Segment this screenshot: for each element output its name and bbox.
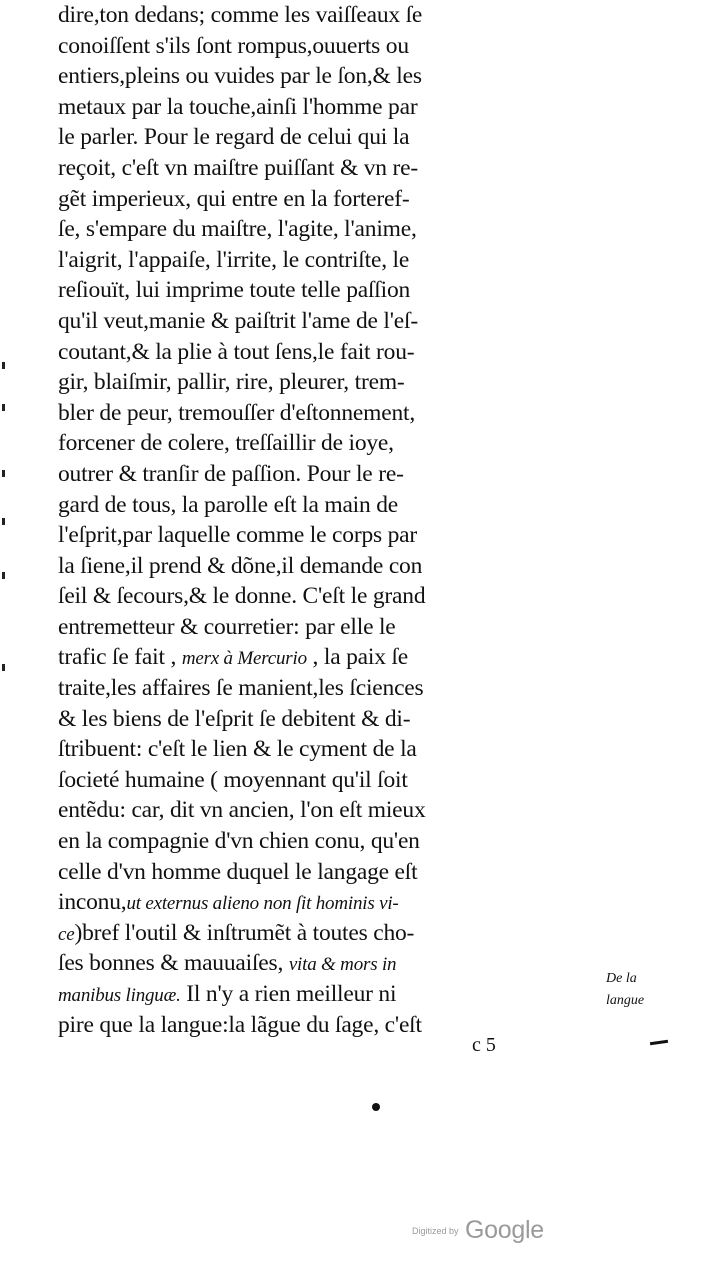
edge-mark — [2, 572, 5, 579]
text-line: dire,ton dedans; comme les vaiſſeaux ſe — [58, 2, 423, 28]
edge-mark — [2, 664, 5, 671]
latin-phrase: ut externus alieno non ſit hominis vi- — [126, 893, 399, 915]
google-logo: Google — [464, 1216, 544, 1244]
text-line: ſeil & ſecours,& le donne. C'eſt le grand — [58, 583, 426, 610]
text-line — [58, 948, 598, 979]
margin-note-line: De la — [606, 971, 637, 986]
text-line: gẽt imperieux, qui entre en la forteref- — [58, 185, 410, 212]
ink-dot — [372, 1103, 380, 1111]
text-fragment: trafic ſe fait , — [58, 644, 182, 671]
latin-phrase: manibus linguæ. — [58, 985, 181, 1006]
text-line: entiers,pleins ou vuides par le ſon,& les — [58, 63, 422, 90]
margin-note — [606, 968, 676, 1012]
text-fragment: ſes bonnes & mauuaiſes, — [58, 950, 289, 977]
watermark-prefix: Digitized by — [412, 1225, 459, 1236]
left-page-edge — [0, 0, 10, 1280]
edge-mark — [2, 470, 5, 477]
text-line: l'aigrit, l'appaiſe, l'irrite, le contriſte, le — [58, 246, 410, 273]
text-line — [58, 918, 598, 949]
text-line: reçoit, c'eſt vn maiſtre puiſſant & vn re- — [58, 154, 418, 181]
text-fragment: inconu, — [58, 889, 127, 916]
text-line: outrer & tranſir de paſſion. Pour le re- — [58, 460, 404, 487]
text-line: en la compagnie d'vn chien conu, qu'en — [58, 828, 420, 855]
latin-phrase: merx à Mercurio — [181, 648, 307, 670]
text-line: la ſiene,il prend & dõne,il demande con — [58, 552, 423, 579]
text-line: forcener de colere, treſſaillir de ioye, — [58, 430, 394, 457]
text-line: entẽdu: car, dit vn ancien, l'on eſt mieux — [58, 797, 426, 824]
text-fragment: , la paix ſe — [306, 644, 409, 671]
text-line: l'eſprit,par laquelle comme le corps par — [58, 522, 418, 549]
text-line: gard de tous, la parolle eſt la main de — [58, 491, 399, 518]
edge-mark — [2, 518, 5, 525]
body-text — [58, 0, 598, 1040]
signature-mark: c 5 — [472, 1034, 496, 1056]
text-line: entremetteur & courretier: par elle le — [58, 613, 396, 640]
margin-note-line: langue — [606, 993, 645, 1008]
text-line: traite,les affaires ſe manient,les ſciences — [58, 675, 424, 702]
text-line — [58, 979, 598, 1010]
ink-mark — [650, 1040, 668, 1045]
text-line: ſtribuent: c'eſt le lien & le cyment de la — [58, 736, 417, 763]
text-line: qu'il veut,manie & paiſtrit l'ame de l'eſ- — [58, 307, 418, 334]
latin-phrase: vita & mors in — [288, 954, 397, 976]
text-line: pire que la langue:la lãgue du ſage, c'eſt — [58, 1011, 422, 1038]
latin-phrase: ce — [58, 923, 75, 945]
google-watermark — [412, 1216, 544, 1245]
text-line: bler de peur, tremouſſer d'eſtonnement, — [58, 399, 416, 426]
text-line: ſocieté humaine ( moyennant qu'il ſoit — [58, 766, 408, 793]
text-line: celle d'vn homme duquel le langage eſt — [58, 858, 418, 885]
text-line: gir, blaiſmir, pallir, rire, pleurer, trem- — [58, 369, 405, 396]
edge-mark — [2, 362, 5, 369]
text-line: & les biens de l'eſprit ſe debitent & di- — [58, 705, 411, 732]
text-line — [58, 642, 598, 673]
text-line: conoiſſent s'ils ſont rompus,ouuerts ou — [58, 32, 409, 59]
edge-mark — [2, 404, 5, 411]
text-fragment: )bref l'outil & inſtrumẽt à toutes cho- — [74, 919, 415, 946]
text-line: metaux par la touche,ainſi l'homme par — [58, 93, 418, 120]
text-line: le parler. Pour le regard de celui qui la — [58, 124, 410, 151]
text-fragment: Il n'y a rien meilleur ni — [180, 981, 397, 1007]
text-line — [58, 887, 598, 918]
text-line: ſe, s'empare du maiſtre, l'agite, l'anime, — [58, 216, 417, 243]
text-line: reſiouït, lui imprime toute telle paſſion — [58, 277, 411, 304]
text-line: coutant,& la plie à tout ſens,le fait rou- — [58, 338, 415, 365]
